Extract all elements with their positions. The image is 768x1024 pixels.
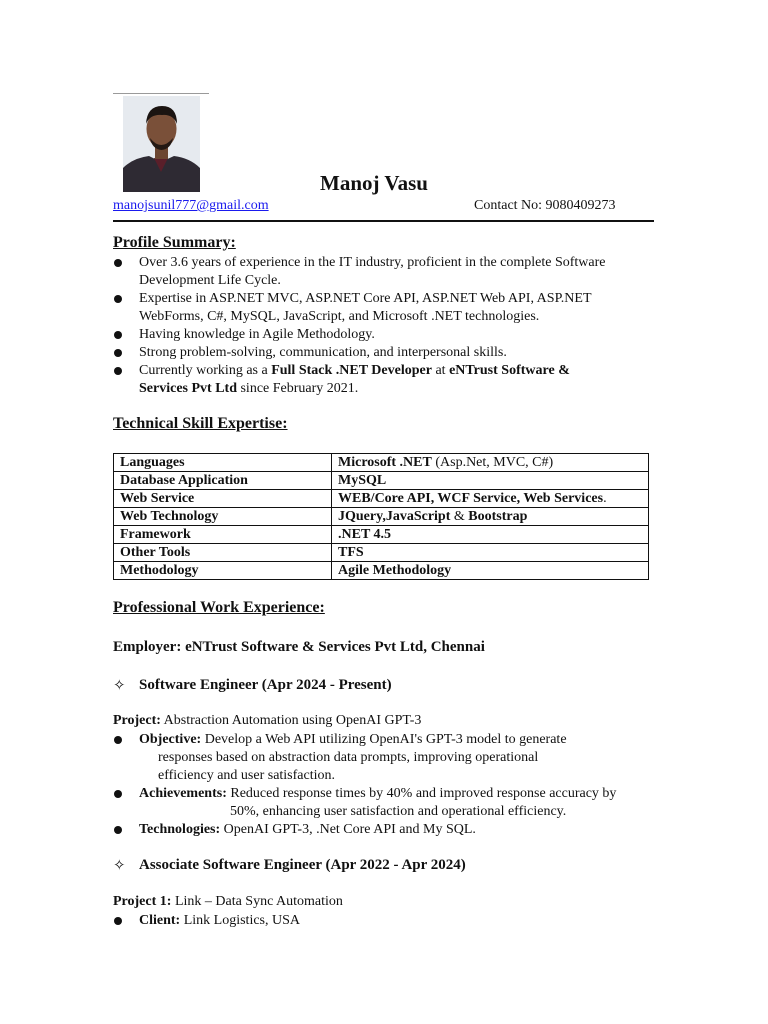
table-row: Web Technology JQuery,JavaScript & Bootstrap: [114, 508, 649, 526]
list-item: Having knowledge in Agile Methodology.: [113, 326, 658, 344]
bullet-icon: [114, 295, 122, 303]
project-details-list: [113, 731, 658, 839]
profile-photo: [123, 96, 200, 192]
skills-table: [113, 453, 649, 580]
sparkle-icon: ✧: [113, 678, 126, 694]
bullet-icon: [114, 736, 122, 744]
list-item: Client: Link Logistics, USA: [113, 912, 658, 930]
list-item: Achievements: Reduced response times by 40% and improved response accuracy by 50%, enhancing user satisfaction and operational efficiency.: [113, 785, 658, 821]
header-divider: [113, 220, 654, 222]
bullet-icon: [114, 790, 122, 798]
sparkle-icon: ✧: [113, 858, 126, 874]
list-item: Expertise in ASP.NET MVC, ASP.NET Core API, ASP.NET Web API, ASP.NET WebForms, C#, MySQL, JavaScript, and Microsoft .NET technologies.: [113, 290, 658, 326]
list-item: Objective: Develop a Web API utilizing OpenAI's GPT-3 model to generate responses based on abstraction data prompts, improving operational efficiency and user satisfaction.: [113, 731, 658, 785]
candidate-name: Manoj Vasu: [320, 171, 428, 195]
bullet-icon: [114, 367, 122, 375]
bullet-icon: [114, 349, 122, 357]
project-1-details: [113, 912, 658, 930]
table-row: Languages Microsoft .NET (Asp.Net, MVC, C#): [114, 454, 649, 472]
list-item: Over 3.6 years of experience in the IT industry, proficient in the complete Software Development Life Cycle.: [113, 254, 658, 290]
table-row: Web Service WEB/Core API, WCF Service, Web Services.: [114, 490, 649, 508]
list-item: Technologies: OpenAI GPT-3, .Net Core API and My SQL.: [113, 821, 658, 839]
email-link[interactable]: manojsunil777@gmail.com: [113, 198, 269, 213]
profile-summary-list: [113, 254, 658, 398]
bullet-icon: [114, 826, 122, 834]
photo-top-rule: [113, 93, 209, 94]
experience-heading: Professional Work Experience:: [113, 599, 325, 616]
profile-summary-heading: Profile Summary:: [113, 234, 236, 251]
project-1-line: Project 1: Link – Data Sync Automation: [113, 894, 343, 909]
employer-line: Employer: eNTrust Software & Services Pvt Ltd, Chennai: [113, 639, 485, 655]
bullet-icon: [114, 331, 122, 339]
bullet-icon: [114, 259, 122, 267]
contact-number: Contact No: 9080409273: [474, 198, 616, 213]
role-title-2: Associate Software Engineer (Apr 2022 - Apr 2024): [139, 857, 466, 873]
project-line: Project: Abstraction Automation using OpenAI GPT-3: [113, 713, 422, 728]
role-title-1: Software Engineer (Apr 2024 - Present): [139, 677, 392, 693]
table-row: Database Application MySQL: [114, 472, 649, 490]
skills-heading: Technical Skill Expertise:: [113, 415, 288, 432]
table-row: Other Tools TFS: [114, 544, 649, 562]
table-row: Methodology Agile Methodology: [114, 562, 649, 580]
table-row: Framework .NET 4.5: [114, 526, 649, 544]
profile-photo-image: [123, 96, 200, 192]
list-item: Strong problem-solving, communication, and interpersonal skills.: [113, 344, 658, 362]
list-item: Currently working as a Full Stack .NET Developer at eNTrust Software & Services Pvt Ltd since February 2021.: [113, 362, 658, 398]
bullet-icon: [114, 917, 122, 925]
